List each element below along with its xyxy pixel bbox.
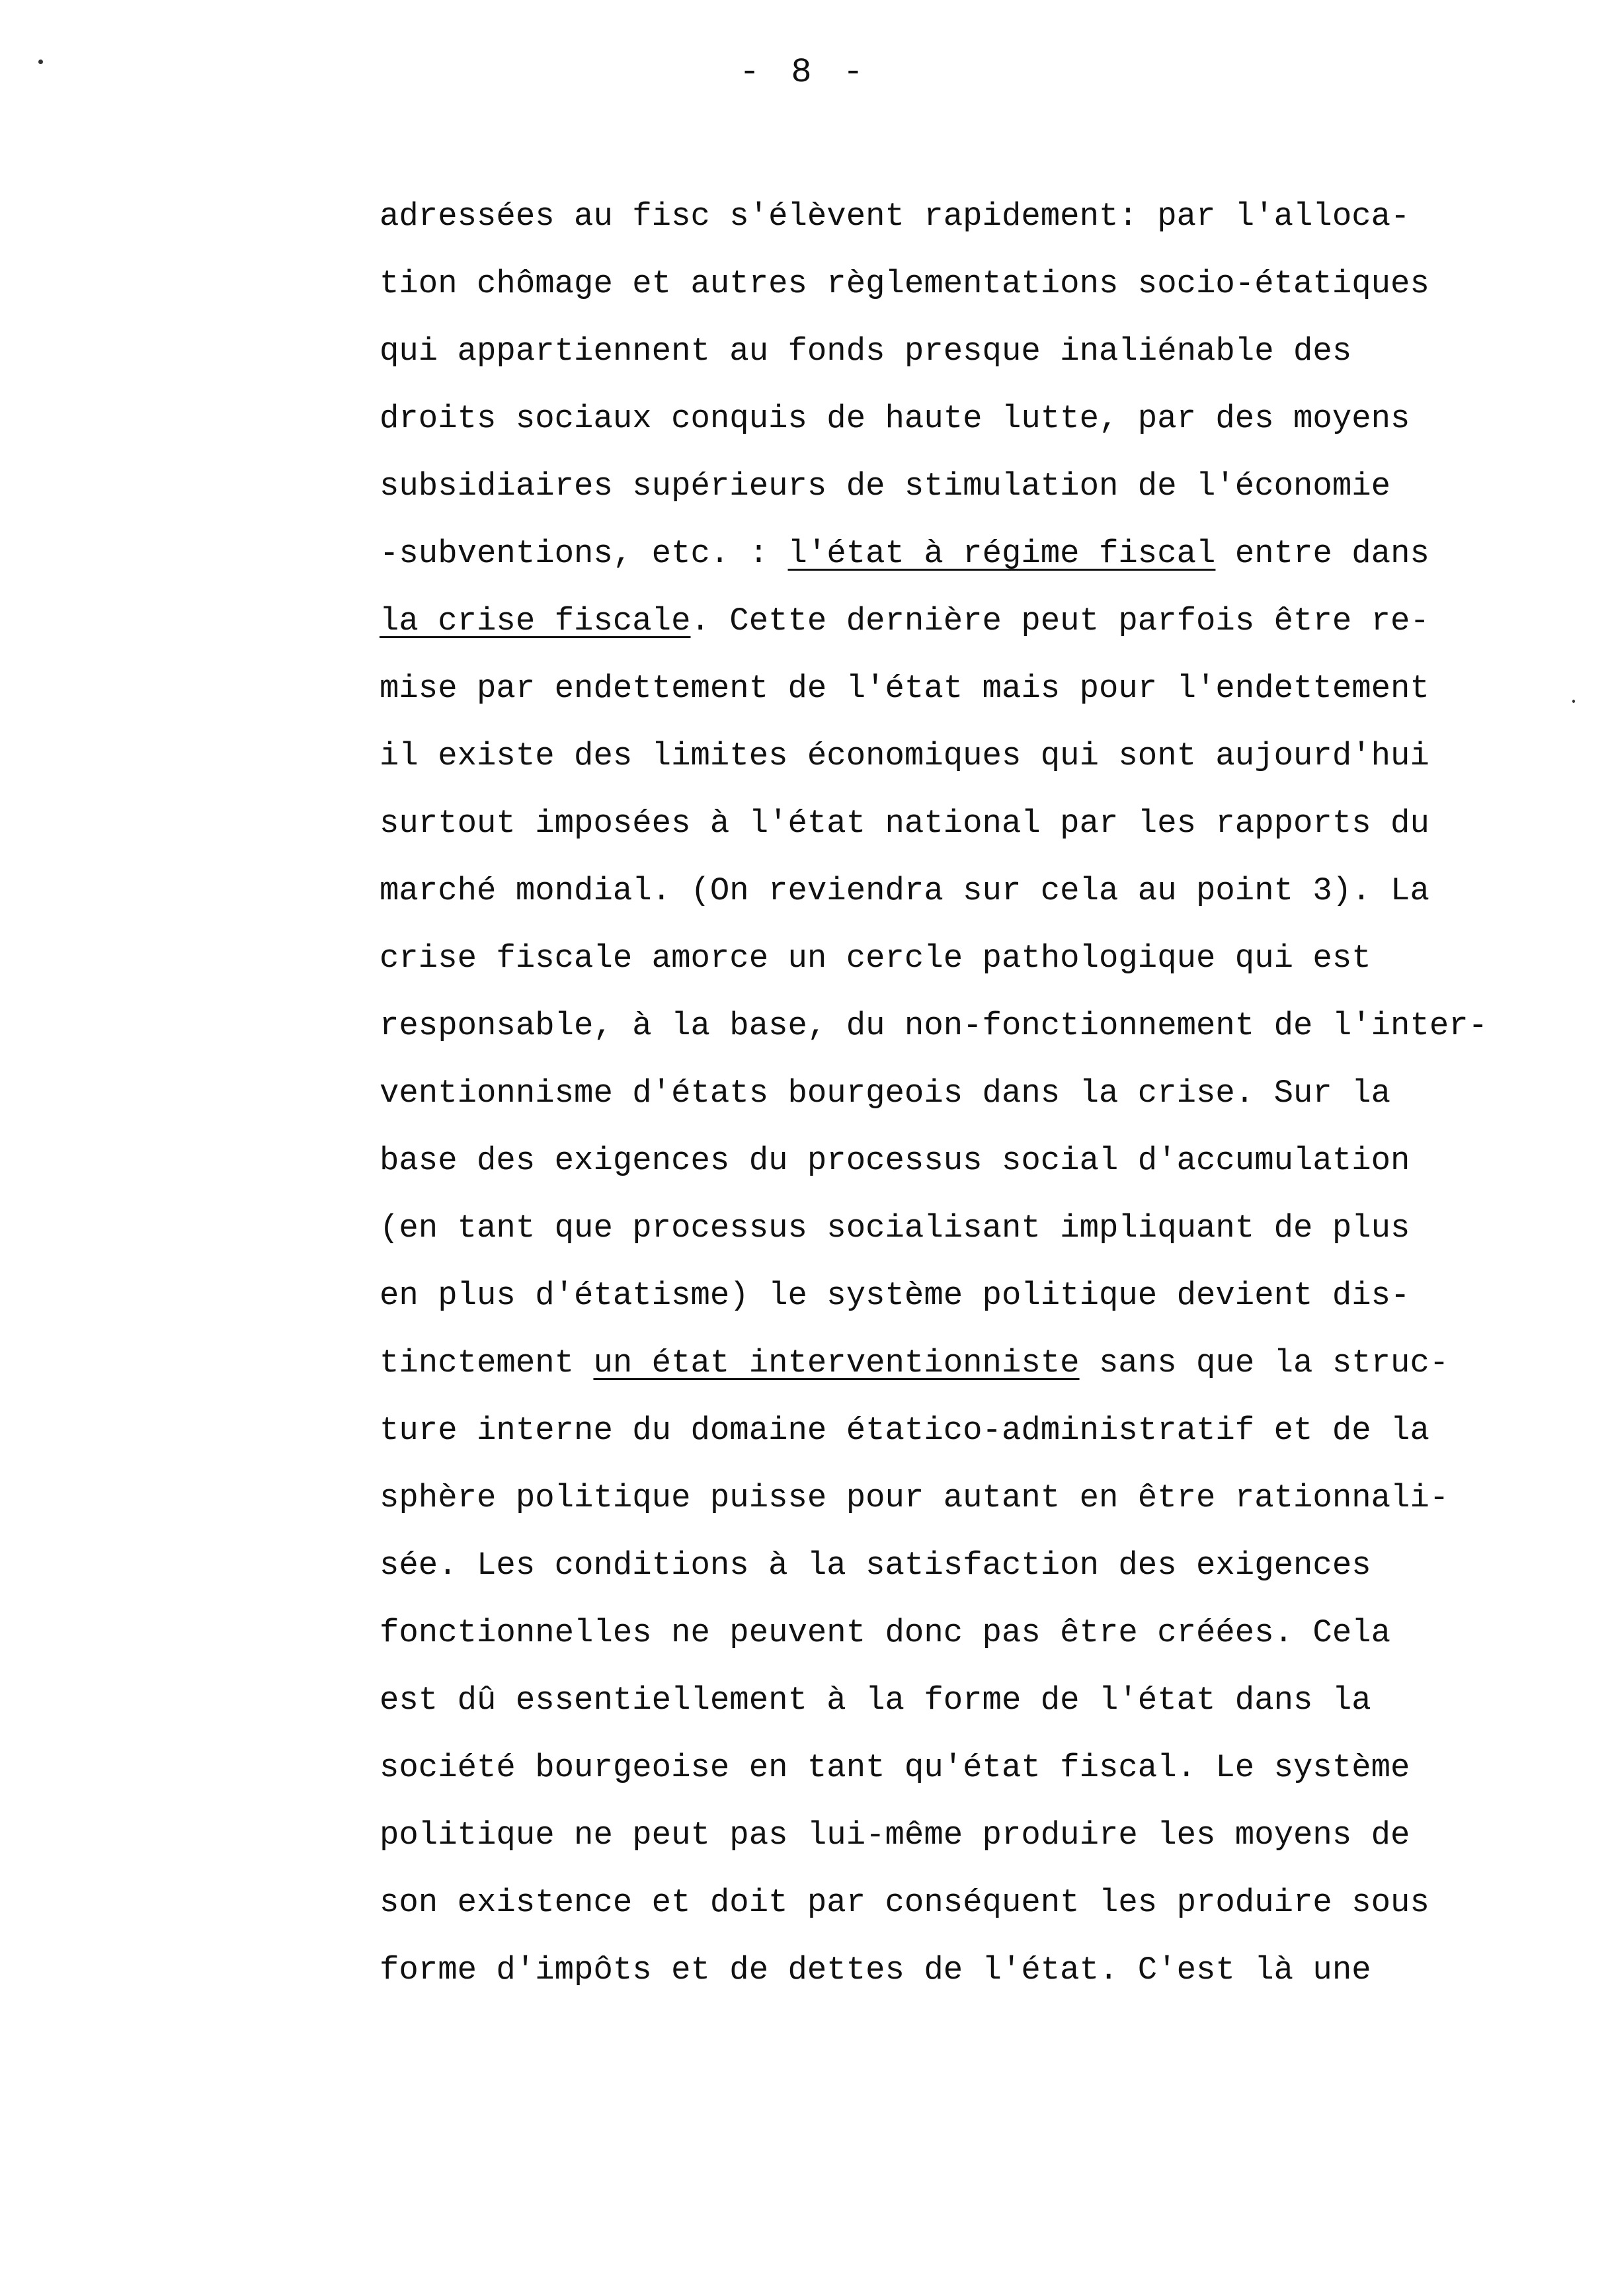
text-line bbox=[380, 520, 1517, 587]
text-line bbox=[380, 1666, 1517, 1734]
text-segment: société bourgeoise en tant qu'état fiscal. Le système bbox=[380, 1749, 1410, 1786]
text-line bbox=[380, 1464, 1517, 1532]
text-line bbox=[380, 1397, 1517, 1464]
text-segment: surtout imposées à l'état national par les rapports du bbox=[380, 805, 1429, 842]
text-line bbox=[380, 452, 1517, 520]
text-line bbox=[380, 1262, 1517, 1329]
text-segment: responsable, à la base, du non-fonctionnement de l'inter- bbox=[380, 1007, 1488, 1044]
text-line bbox=[380, 1194, 1517, 1262]
text-segment: en plus d'étatisme) le système politique devient dis- bbox=[380, 1277, 1410, 1314]
text-line bbox=[380, 1936, 1517, 2004]
text-line bbox=[380, 857, 1517, 924]
text-segment: est dû essentiellement à la forme de l'état dans la bbox=[380, 1682, 1371, 1719]
text-line bbox=[380, 1329, 1517, 1397]
body-text bbox=[380, 183, 1517, 2004]
text-segment: mise par endettement de l'état mais pour l'endettement bbox=[380, 670, 1429, 707]
text-segment: adressées au fisc s'élèvent rapidement: par l'alloca- bbox=[380, 198, 1410, 235]
text-segment: il existe des limites économiques qui sont aujourd'hui bbox=[380, 737, 1429, 774]
text-line bbox=[380, 924, 1517, 992]
text-segment: tinctement bbox=[380, 1344, 594, 1381]
text-segment: ventionnisme d'états bourgeois dans la crise. Sur la bbox=[380, 1075, 1391, 1112]
text-segment: politique ne peut pas lui-même produire les moyens de bbox=[380, 1817, 1410, 1854]
text-line bbox=[380, 1801, 1517, 1869]
text-segment: subsidiaires supérieurs de stimulation de l'économie bbox=[380, 468, 1391, 505]
underlined-phrase: l'état à régime fiscal bbox=[787, 535, 1216, 572]
text-line bbox=[380, 317, 1517, 385]
underlined-phrase: un état interventionniste bbox=[593, 1344, 1080, 1381]
text-segment: marché mondial. (On reviendra sur cela au point 3). La bbox=[380, 872, 1429, 909]
text-line bbox=[380, 1599, 1517, 1666]
scan-speck bbox=[1572, 700, 1575, 703]
text-segment: forme d'impôts et de dettes de l'état. C'est là une bbox=[380, 1951, 1371, 1988]
text-line bbox=[380, 1127, 1517, 1194]
text-line bbox=[380, 1532, 1517, 1599]
text-segment: qui appartiennent au fonds presque inaliénable des bbox=[380, 333, 1352, 370]
text-segment: sans que la struc- bbox=[1079, 1344, 1449, 1381]
text-line bbox=[380, 722, 1517, 790]
text-line bbox=[380, 655, 1517, 722]
text-line bbox=[380, 992, 1517, 1059]
underlined-phrase: la crise fiscale bbox=[380, 602, 691, 639]
text-segment: fonctionnelles ne peuvent donc pas être créées. Cela bbox=[380, 1614, 1391, 1651]
text-segment: son existence et doit par conséquent les produire sous bbox=[380, 1884, 1429, 1921]
text-line bbox=[380, 183, 1517, 250]
text-line bbox=[380, 250, 1517, 317]
text-line bbox=[380, 587, 1517, 655]
text-segment: (en tant que processus socialisant impliquant de plus bbox=[380, 1210, 1410, 1247]
text-segment: -subventions, etc. : bbox=[380, 535, 788, 572]
text-segment: sphère politique puisse pour autant en être rationnali- bbox=[380, 1479, 1449, 1516]
text-line bbox=[380, 790, 1517, 857]
text-segment: droits sociaux conquis de haute lutte, par des moyens bbox=[380, 400, 1410, 437]
text-line bbox=[380, 1869, 1517, 1936]
text-segment: ture interne du domaine étatico-administratif et de la bbox=[380, 1412, 1429, 1449]
text-segment: base des exigences du processus social d'accumulation bbox=[380, 1142, 1410, 1179]
text-segment: . Cette dernière peut parfois être re- bbox=[690, 602, 1429, 639]
text-segment: sée. Les conditions à la satisfaction des exigences bbox=[380, 1547, 1371, 1584]
page-number: - 8 - bbox=[739, 53, 869, 92]
text-segment: crise fiscale amorce un cercle pathologique qui est bbox=[380, 940, 1371, 977]
text-line bbox=[380, 1059, 1517, 1127]
text-segment: tion chômage et autres règlementations socio-étatiques bbox=[380, 265, 1429, 302]
text-line bbox=[380, 1734, 1517, 1801]
text-line bbox=[380, 385, 1517, 452]
text-segment: entre dans bbox=[1215, 535, 1429, 572]
